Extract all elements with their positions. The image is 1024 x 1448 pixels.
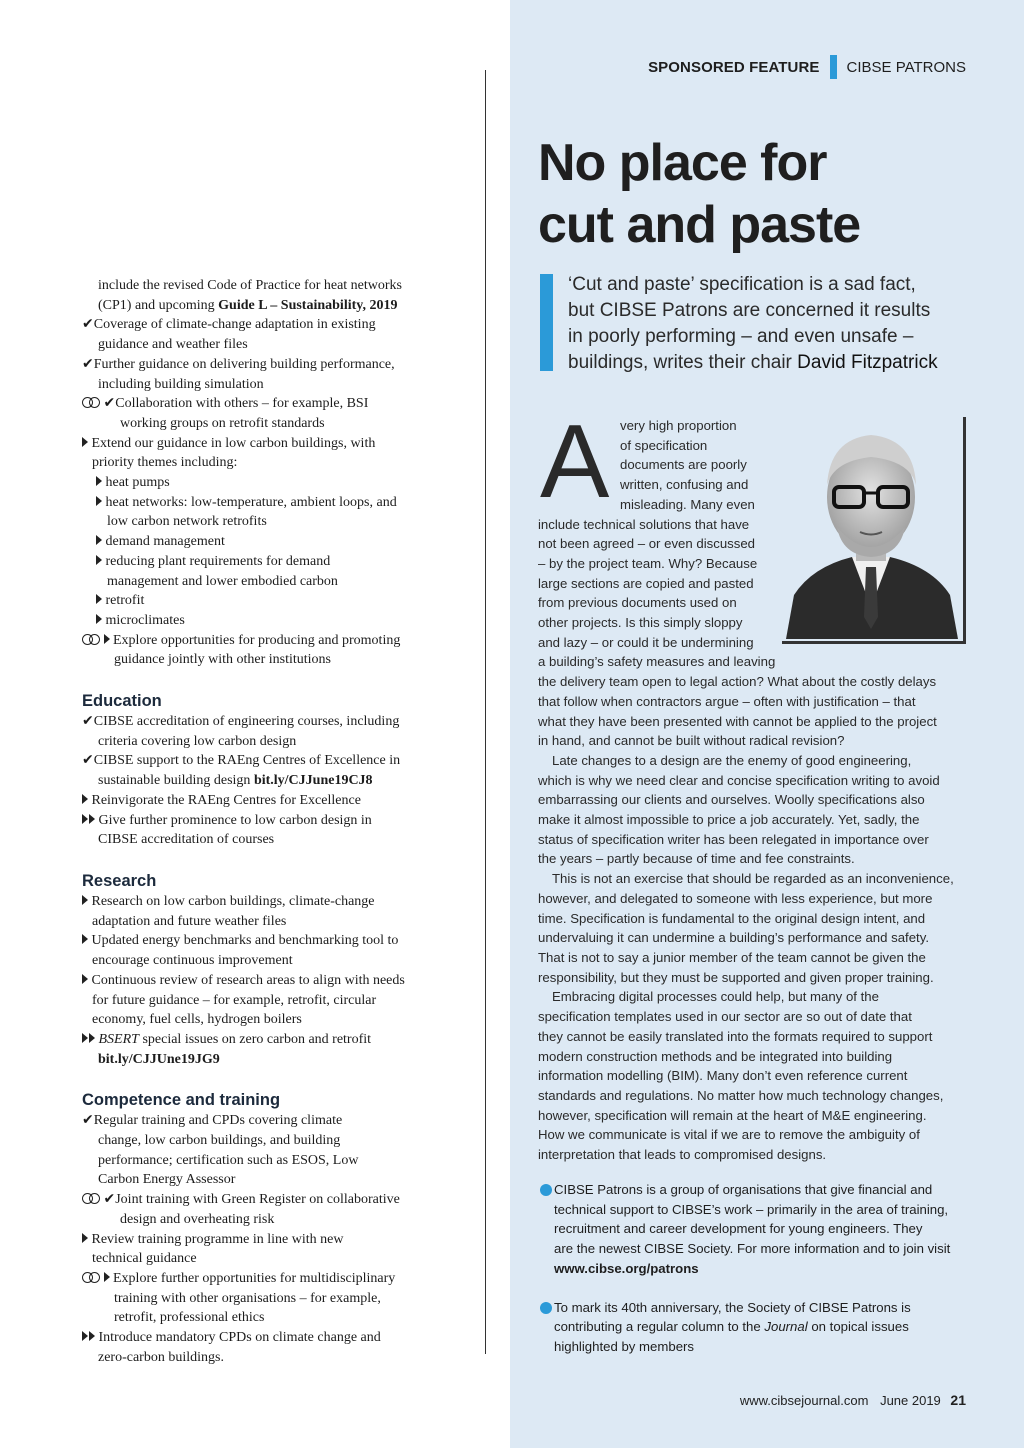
body-line: the delivery team open to legal action? What about the costly delays bbox=[538, 674, 937, 690]
check-icon: ✔ bbox=[82, 1112, 94, 1129]
list-line bbox=[82, 315, 432, 335]
list-line: zero-carbon buildings. bbox=[98, 1349, 224, 1365]
list-line bbox=[82, 1030, 432, 1050]
arrow-icon bbox=[96, 496, 102, 506]
body-line: embarrassing our clients and ourselves. Woolly specifications also bbox=[538, 792, 925, 808]
list-line bbox=[82, 751, 432, 771]
arrow-icon bbox=[82, 437, 88, 447]
body-line: however, and delegated to someone with less experience, but more bbox=[538, 890, 933, 906]
arrow-icon bbox=[82, 814, 88, 824]
body-line: from previous documents used on bbox=[538, 595, 737, 611]
collaboration-icon bbox=[89, 397, 100, 408]
body-line: time. Specification is fundamental to the original design intent, and bbox=[538, 910, 926, 926]
list-line-text: Further guidance on delivering building performance, bbox=[93, 356, 395, 372]
check-icon: ✔ bbox=[82, 752, 94, 769]
list-line-text: reducing plant requirements for demand bbox=[105, 553, 331, 569]
standfirst-line: but CIBSE Patrons are concerned it results bbox=[568, 300, 931, 321]
arrow-icon bbox=[96, 614, 102, 624]
journal-name: Journal bbox=[764, 1319, 808, 1335]
page-footer bbox=[740, 1392, 966, 1408]
list-line: training with other organisations – for example, bbox=[114, 1290, 381, 1306]
note-line: To mark its 40th anniversary, the Society of CIBSE Patrons is bbox=[554, 1299, 911, 1315]
arrow-icon bbox=[82, 934, 88, 944]
list-line bbox=[82, 473, 432, 493]
body-line: which is why we need clear and concise specification writing to avoid bbox=[538, 772, 940, 788]
list-line-text: Regular training and CPDs covering climate bbox=[93, 1113, 343, 1129]
arrow-icon bbox=[82, 895, 88, 905]
body-line: in hand, and cannot be built without radical revision? bbox=[538, 733, 845, 749]
body-line: written, confusing and bbox=[620, 477, 749, 493]
list-line bbox=[82, 296, 432, 316]
body-line: large sections are copied and pasted bbox=[538, 575, 754, 591]
standfirst bbox=[540, 272, 980, 376]
list-line: working groups on retrofit standards bbox=[120, 415, 325, 431]
list-line: criteria covering low carbon design bbox=[98, 733, 297, 749]
list-line: including building simulation bbox=[98, 376, 264, 392]
list-line bbox=[82, 1328, 432, 1348]
body-line: This is not an exercise that should be regarded as an inconvenience, bbox=[552, 871, 954, 887]
bullet-dot-icon bbox=[540, 1184, 552, 1196]
list-line bbox=[82, 434, 432, 454]
list-line bbox=[82, 1230, 432, 1250]
list-line-text: CIBSE accreditation of engineering courses, including bbox=[93, 714, 400, 730]
arrow-icon bbox=[82, 794, 88, 804]
note-line: are the newest CIBSE Society. For more information and to join visit bbox=[554, 1241, 951, 1257]
body-line: Embracing digital processes could help, but many of the bbox=[552, 989, 879, 1005]
standfirst-line-text: buildings, writes their chair bbox=[568, 352, 798, 373]
arrow-icon bbox=[89, 1331, 95, 1341]
check-icon: ✔ bbox=[103, 1191, 116, 1208]
note-line: highlighted by members bbox=[554, 1338, 695, 1354]
patrons-link[interactable]: www.cibse.org/patrons bbox=[554, 1260, 699, 1276]
body-line: interpretation that leads to compromised designs. bbox=[538, 1147, 827, 1163]
body-line: however, specification will remain at the heart of M&E engineering. bbox=[538, 1107, 927, 1123]
arrow-icon bbox=[96, 594, 102, 604]
list-line: include the revised Code of Practice for heat networks bbox=[98, 278, 403, 293]
list-line bbox=[82, 971, 432, 991]
standfirst-line bbox=[568, 350, 980, 376]
list-line bbox=[82, 1190, 432, 1210]
sponsored-label: SPONSORED FEATURE bbox=[648, 58, 820, 76]
footer-date: June 2019 bbox=[880, 1393, 941, 1408]
education-heading: Education bbox=[82, 692, 162, 711]
list-line-text: Joint training with Green Register on collaborative bbox=[115, 1192, 400, 1208]
title-line: cut and paste bbox=[538, 196, 861, 254]
standfirst-line: in poorly performing – and even unsafe – bbox=[568, 326, 914, 347]
list-line bbox=[82, 591, 432, 611]
note-line: technical support to CIBSE’s work – primarily in the area of training, bbox=[554, 1201, 949, 1217]
list-line bbox=[82, 892, 432, 912]
body-line: other projects. Is this simply sloppy bbox=[538, 615, 743, 631]
arrow-icon bbox=[104, 1272, 110, 1282]
body-line: standards and regulations. No matter how much technology changes, bbox=[538, 1087, 944, 1103]
list-line-text: heat pumps bbox=[105, 475, 170, 491]
column-divider bbox=[485, 70, 486, 1354]
body-line: a building’s safety measures and leaving bbox=[538, 654, 776, 670]
list-line bbox=[82, 1111, 432, 1131]
note-patrons bbox=[538, 1180, 968, 1279]
list-line bbox=[82, 532, 432, 552]
list-line: encourage continuous improvement bbox=[92, 953, 293, 969]
body-line: not been agreed – or even discussed bbox=[538, 536, 756, 552]
body-line: misleading. Many even bbox=[620, 496, 755, 512]
body-line: specification templates used in our sector are so out of date that bbox=[538, 1009, 912, 1025]
info-notes bbox=[538, 1180, 968, 1376]
list-line bbox=[82, 552, 432, 572]
list-line-text: sustainable building design bbox=[98, 773, 254, 789]
list-line: priority themes including: bbox=[92, 455, 238, 471]
arrow-icon bbox=[89, 814, 95, 824]
list-line-text: Research on low carbon buildings, climate-change bbox=[91, 893, 375, 909]
title-line: No place for bbox=[538, 134, 827, 192]
arrow-icon bbox=[82, 1233, 88, 1243]
body-line: modern construction methods and be integrated into building bbox=[538, 1048, 893, 1064]
body-line: Late changes to a design are the enemy of good engineering, bbox=[552, 752, 912, 768]
list-line-text: microclimates bbox=[105, 612, 185, 628]
bullet-dot-icon bbox=[540, 1302, 552, 1314]
list-line: performance; certification such as ESOS, Low bbox=[98, 1152, 359, 1168]
note-line-text: contributing a regular column to the bbox=[554, 1319, 765, 1335]
list-line: guidance jointly with other institutions bbox=[114, 652, 331, 668]
list-line-text: Collaboration with others – for example, BSI bbox=[115, 396, 369, 412]
collaboration-icon bbox=[89, 1272, 100, 1283]
note-anniversary bbox=[538, 1298, 968, 1357]
check-icon: ✔ bbox=[82, 713, 94, 730]
list-line bbox=[82, 631, 432, 651]
arrow-icon bbox=[89, 1033, 95, 1043]
standfirst-line: ‘Cut and paste’ specification is a sad fact, bbox=[568, 274, 916, 295]
list-line-text: Explore further opportunities for multidisciplinary bbox=[113, 1270, 396, 1286]
list-line: economy, fuel cells, hydrogen boilers bbox=[92, 1012, 302, 1028]
list-line: retrofit, professional ethics bbox=[114, 1310, 265, 1326]
body-line: documents are poorly bbox=[620, 457, 747, 473]
standfirst-text bbox=[568, 272, 980, 376]
list-line-text: retrofit bbox=[105, 593, 145, 609]
list-line-text: special issues on zero carbon and retrofit bbox=[138, 1031, 372, 1047]
drop-cap: A bbox=[540, 404, 610, 520]
list-line bbox=[82, 611, 432, 631]
body-line: status of specification writer has been relegated in importance over bbox=[538, 831, 929, 847]
body-line: they cannot be easily translated into the formats required to support bbox=[538, 1028, 933, 1044]
standfirst-accent-bar bbox=[540, 274, 553, 371]
arrow-icon bbox=[96, 476, 102, 486]
list-line bbox=[82, 791, 432, 811]
collaboration-icon bbox=[89, 634, 100, 645]
list-line: technical guidance bbox=[92, 1251, 197, 1267]
arrow-icon bbox=[96, 535, 102, 545]
list-line bbox=[82, 355, 432, 375]
section-label: CIBSE PATRONS bbox=[846, 58, 966, 76]
list-line-text: Review training programme in line with new bbox=[91, 1231, 344, 1247]
section-header bbox=[648, 55, 966, 79]
short-link[interactable]: bit.ly/CJJune19CJ8 bbox=[253, 773, 373, 789]
author-name: David Fitzpatrick bbox=[797, 352, 938, 373]
collaboration-icon bbox=[89, 1193, 100, 1204]
arrow-icon bbox=[96, 555, 102, 565]
page-number: 21 bbox=[950, 1392, 966, 1408]
footer-site[interactable]: www.cibsejournal.com bbox=[739, 1393, 869, 1408]
action-list-column bbox=[82, 276, 432, 1367]
list-line-text: heat networks: low-temperature, ambient loops, and bbox=[105, 494, 397, 510]
note-line: CIBSE Patrons is a group of organisations that give financial and bbox=[554, 1182, 933, 1197]
list-line-text: Explore opportunities for producing and promoting bbox=[113, 632, 401, 648]
list-line: adaptation and future weather files bbox=[92, 913, 287, 929]
list-line-text: (CP1) and upcoming bbox=[98, 297, 219, 313]
list-line bbox=[82, 712, 432, 732]
list-line-text: Updated energy benchmarks and benchmarking tool to bbox=[91, 933, 399, 949]
check-icon: ✔ bbox=[82, 316, 94, 333]
body-line: make it almost impossible to price a job accurately. Yet, sadly, the bbox=[538, 812, 920, 828]
arrow-icon bbox=[82, 1033, 88, 1043]
body-line: and lazy – or could it be undermining bbox=[538, 634, 754, 650]
list-line: design and overheating risk bbox=[120, 1211, 275, 1227]
journal-name: BSERT bbox=[98, 1031, 139, 1047]
arrow-icon bbox=[82, 974, 88, 984]
note-line-text: on topical issues bbox=[807, 1319, 909, 1335]
article-title bbox=[538, 132, 998, 256]
list-line: guidance and weather files bbox=[98, 337, 248, 353]
list-line: low carbon network retrofits bbox=[107, 514, 267, 530]
body-line: of specification bbox=[620, 437, 708, 453]
body-line: That is not to say a junior member of the team cannot be given the bbox=[538, 949, 926, 965]
short-link[interactable]: bit.ly/CJJUne19JG9 bbox=[98, 1051, 220, 1067]
list-line bbox=[82, 493, 432, 513]
list-line-text: Reinvigorate the RAEng Centres for Excellence bbox=[91, 792, 361, 808]
header-accent-bar bbox=[830, 55, 837, 79]
body-line: very high proportion bbox=[620, 418, 737, 433]
body-line: that follow when contractors argue – often with justification – that bbox=[538, 693, 916, 709]
list-line-text: Give further prominence to low carbon design in bbox=[98, 812, 372, 828]
note-line bbox=[554, 1317, 968, 1337]
arrow-icon bbox=[104, 634, 110, 644]
competence-heading: Competence and training bbox=[82, 1091, 281, 1110]
list-line-text: demand management bbox=[105, 534, 225, 550]
list-line-text: CIBSE support to the RAEng Centres of Excellence in bbox=[93, 753, 401, 769]
list-line bbox=[82, 771, 432, 791]
list-line bbox=[82, 931, 432, 951]
list-line bbox=[82, 1269, 432, 1289]
research-heading: Research bbox=[82, 871, 157, 890]
list-line-text: Introduce mandatory CPDs on climate change and bbox=[98, 1330, 381, 1346]
article-body bbox=[538, 416, 968, 1165]
body-line: responsibility, but they must be supported and given proper training. bbox=[538, 969, 934, 985]
list-line: change, low carbon buildings, and building bbox=[98, 1133, 341, 1149]
body-line: what they have been presented with cannot be applied to the project bbox=[538, 713, 937, 729]
list-line-text: Extend our guidance in low carbon buildings, with bbox=[91, 435, 376, 451]
list-line: management and lower embodied carbon bbox=[107, 573, 338, 589]
body-line: How we communicate is vital if we are to remove the ambiguity of bbox=[538, 1127, 920, 1143]
list-line: for future guidance – for example, retrofit, circular bbox=[92, 992, 377, 1008]
check-icon: ✔ bbox=[82, 355, 94, 372]
guide-l-reference: Guide L – Sustainability, 2019 bbox=[218, 297, 398, 313]
list-line-text: Coverage of climate-change adaptation in existing bbox=[93, 317, 376, 333]
body-line: information modelling (BIM). Many don’t even reference current bbox=[538, 1068, 908, 1084]
body-line: undervaluing it can undermine a building’s performance and safety. bbox=[538, 930, 929, 946]
list-line-text: Continuous review of research areas to align with needs bbox=[91, 972, 405, 988]
body-line: include technical solutions that have bbox=[538, 516, 750, 532]
body-line: – by the project team. Why? Because bbox=[538, 555, 758, 571]
note-line: recruitment and career development for young engineers. They bbox=[554, 1221, 923, 1237]
arrow-icon bbox=[82, 1331, 88, 1341]
list-line: CIBSE accreditation of courses bbox=[98, 832, 275, 848]
list-line bbox=[82, 394, 432, 414]
list-line: Carbon Energy Assessor bbox=[98, 1172, 236, 1188]
list-line bbox=[82, 811, 432, 831]
body-line: the years – partly because of time and fee constraints. bbox=[538, 851, 855, 867]
check-icon: ✔ bbox=[103, 395, 116, 412]
